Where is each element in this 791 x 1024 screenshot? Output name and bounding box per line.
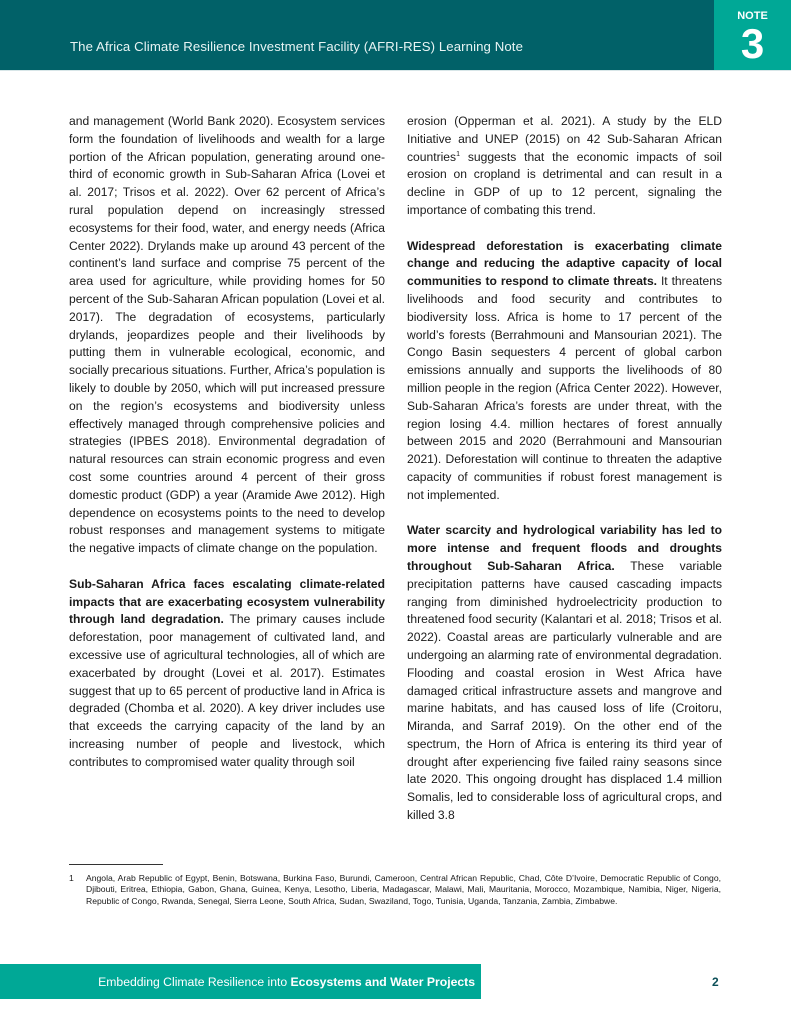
paragraph: [407, 522, 722, 825]
left-column: [69, 113, 385, 789]
document-title: The Africa Climate Resilience Investment Facility (AFRI-RES) Learning Note: [70, 39, 523, 54]
paragraph-text: suggests that the economic impacts of soil erosion on cropland is detrimental and can result in a decline in GDP of up to 12 percent, signaling the importance of combating this trend.: [407, 149, 722, 217]
paragraph-body: The primary causes include deforestation, poor management of cultivated land, and excessive use of agricultural technologies, all of which are exacerbated by drought (Lovei et al. 2017). Estimates suggest that up to 65 percent of productive land in Africa is degraded (Chomba et al. 2020). A key driver includes use that exceeds the carrying capacity of the land by an increasing number of people and livestock, which contributes to compromised water quality through soil: [69, 612, 385, 769]
right-column: [407, 113, 722, 843]
paragraph-lead: Widespread deforestation is exacerbating climate change and reducing the adaptive capacity of local communities to respond to climate threats.: [407, 238, 722, 289]
footer-bar: [0, 964, 481, 999]
paragraph: [407, 238, 722, 505]
footer-title: [98, 975, 475, 989]
note-badge: [714, 0, 791, 70]
footnote-reference[interactable]: 1: [456, 150, 460, 158]
paragraph-text: erosion (Opperman et al. 2021). A study by the ELD Initiative and UNEP (2015) on 42 Sub-Saharan African countries: [407, 114, 722, 164]
footnote: [69, 873, 721, 907]
paragraph-body: It threatens livelihoods and food security and contributes to biodiversity loss. Africa is home to 17 percent of the world’s forests (Berrahmouni and Mansourian 2021). The Congo Basin sequesters 4 percent of global carbon emissions annually and supports the livelihoods of 80 million people in the region (Africa Center 2022). However, Sub-Saharan Africa’s forests are under threat, with the region losing 4.4. million hectares of forest annually between 2015 and 2020 (Berrahmouni and Mansourian 2021). Deforestation will continue to threaten the adaptive capacity of communities if robust forest management is not implemented.: [407, 274, 722, 502]
footnote-divider: [69, 864, 163, 865]
paragraph: and management (World Bank 2020). Ecosystem services form the foundation of livelihoods and wealth for a large portion of the African population, generating around one-third of economic growth in Sub-Saharan Africa (Lovei et al. 2017; Trisos et al. 2022). Over 62 percent of Africa’s rural population depend on increasingly stressed ecosystems for their food, water, and energy needs (Africa Center 2022). Drylands make up around 43 percent of the continent’s land surface and comprise 75 percent of the area used for agriculture, while providing homes for 50 percent of the Sub-Saharan African population (Lovei et al. 2017). The degradation of ecosystems, particularly drylands, jeopardizes people and their livelihoods by putting them in vulnerable ecological, economic, and socially precarious situations. Further, Africa’s population is likely to double by 2050, which will put increased pressure on the region’s ecosystems and biodiversity unless effectively managed through comprehensive policies and strategies (IPBES 2018). Environmental degradation of natural resources can strain economic progress and even cost some countries around 4 percent of their gross domestic product (GDP) a year (Aramide Awe 2012). High dependence on ecosystems points to the need to develop robust responses and management systems to mitigate the negative impacts of climate change on the population.: [69, 114, 385, 556]
note-number: 3: [740, 20, 765, 67]
note-label: NOTE: [737, 10, 768, 22]
page-number: 2: [712, 975, 719, 989]
paragraph-lead: Sub-Saharan Africa faces escalating climate-related impacts that are exacerbating ecosystem vulnerability through land degradation.: [69, 576, 385, 627]
footnote-text: Angola, Arab Republic of Egypt, Benin, Botswana, Burkina Faso, Burundi, Cameroon, Central African Republic, Chad, Côte D’Ivoire, Democratic Republic of Congo, Djibouti, Eritrea, Ethiopia, Gabon, Ghana, Guinea, Kenya, Lesotho, Liberia, Madagascar, Malawi, Mali, Mauritania, Morocco, Mozambique, Namibia, Niger, Nigeria, Republic of Congo, Rwanda, Senegal, Sierra Leone, South Africa, Sudan, Swaziland, Togo, Tunisia, Uganda, Tanzania, Zambia, Zimbabwe.: [86, 873, 721, 906]
paragraph: [407, 113, 722, 220]
paragraph-lead: Water scarcity and hydrological variability has led to more intense and frequent floods and droughts throughout Sub-Saharan Africa.: [407, 523, 722, 573]
footer-title-bold: Ecosystems and Water Projects: [290, 975, 475, 989]
page-header: [0, 0, 791, 71]
footnote-number: 1: [69, 873, 74, 883]
footer-title-regular: Embedding Climate Resilience into: [98, 975, 291, 989]
paragraph-body: These variable precipitation patterns have caused cascading impacts ranging from diminished hydroelectricity production to threatened food security (Kalantari et al. 2018; Trisos et al. 2022). Coastal areas are particularly vulnerable and are undergoing an alarming rate of environmental degradation. Flooding and coastal erosion in West Africa have damaged critical infrastructure assets and mangrove and marine habitats, and has caused loss of life (Croitoru, Miranda, and Sarraf 2019). On the other end of the spectrum, the Horn of Africa is entering its third year of drought after experiencing five failed rainy seasons since late 2020. This ongoing drought has displaced 1.4 million Somalis, led to considerable loss of agricultural crops, and killed 3.8: [407, 558, 723, 823]
paragraph: [69, 576, 385, 772]
